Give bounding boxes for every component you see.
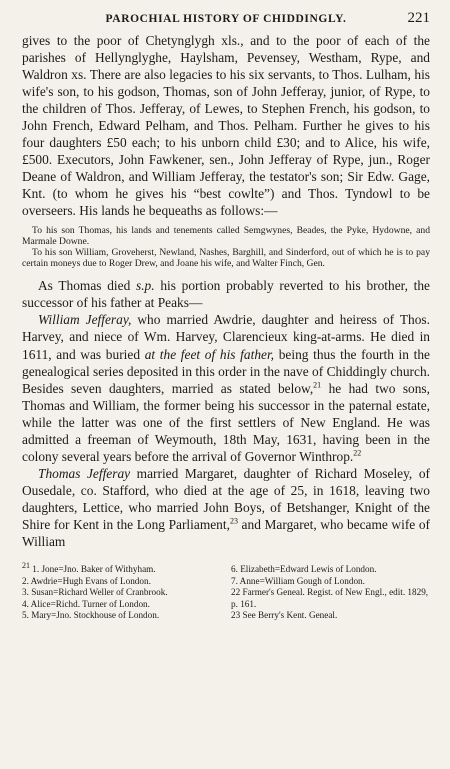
page-header [22, 10, 430, 32]
footnote-line: 4. Alice=Richd. Turner of London. [22, 598, 150, 609]
footnote-line: 7. Anne=William Gough of London. [231, 575, 365, 586]
footnote-ref: 21 [313, 380, 322, 390]
bequest-thomas: To his son Thomas, his lands and tenements called Semgwynes, Beades, the Pyke, Hydowne, and Marmale Downe. [22, 224, 430, 247]
footnote-column-right [231, 564, 430, 622]
paragraph-will-legacies: gives to the poor of Chetynglygh xls., and to the poor of each of the parishes of Hellynglyghe, Haylsham, Pevensey, Westham, Rype, and Waldron xs. There are also legacies to his six servants, to Thos. Lulham, his wife's son, to his godson, Thomas, son of John Jefferay, junior, of Rype, to the children of Thos. Jefferay, of Lewes, to Stephen French, his godson, to John French, Edward Pelham, and Thos. Pelham. Further he gives to his four daughters £50 each; to his unborn child £30; and to Alice, his wife, £500. Executors, John Fawkener, sen., John Jefferay of Rype, jun., Roger Deane of Waldron, and William Jefferay, the testator's son; Sir Edw. Gage, Knt. (to whom he gives his “best cowlte”) and Thos. Tyndowl to be overseers. His lands he bequeaths as follows:— [22, 33, 430, 219]
paragraph-william-jefferay: William Jefferay, who married Awdrie, daughter and heiress of Thos. Harvey, and niece of Wm. Harvey, Clarencieux king-at-arms. He died in 1611, and was buried at the feet of his father, being thus the fourth in the genealogical series deposited in this order in the nave of Chiddingly church. Besides seven daughters, married as stated below,$^{21}$ he had two sons, Thomas and William, the former being his successor in the paternal estate, while the latter was one of the first settlers of New England. He was admitted a freeman of Weymouth, 18th May, 1631, having been in the colony several years before the arrival of Governor Winthrop.$^{22}$ [22, 312, 431, 464]
footnote-line: 23 See Berry's Kent. Geneal. [231, 610, 338, 621]
main-text [22, 32, 430, 550]
footnote-line: $^{21}$ 1. Jone=Jno. Baker of Withyham. [22, 561, 156, 575]
person-name: Thomas Jefferay [38, 465, 131, 481]
bequest-william: To his son William, Groveherst, Newland, Nashes, Barghill, and Sinderford, out of which he is to pay certain moneys due to Roger Drew, and Joane his wife, and Walter Finch, Gen. [22, 246, 430, 270]
page-number: 221 [407, 10, 430, 26]
land-bequests [22, 225, 430, 270]
person-name: William Jefferay, [38, 312, 132, 328]
running-title: PAROCHIAL HISTORY OF CHIDDINGLY. [105, 13, 347, 25]
footnote-line: 3. Susan=Richard Weller of Cranbrook. [22, 587, 168, 598]
footnote-line: 2. Awdrie=Hugh Evans of London. [22, 575, 151, 586]
footnote-column-left [22, 561, 221, 622]
footnotes [22, 561, 430, 622]
footnote-ref: 22 [353, 448, 362, 458]
footnote-line: 5. Mary=Jno. Stockhouse of London. [22, 610, 160, 621]
footnote-line: 6. Elizabeth=Edward Lewis of London. [231, 564, 377, 575]
paragraph-thomas-portion: As Thomas died s.p. his portion probably reverted to his brother, the successor of his father at Peaks— [22, 278, 430, 311]
paragraph-thomas-jefferay: Thomas Jefferay married Margaret, daughter of Richard Moseley, of Ousedale, co. Stafford, who died at the age of 25, in 1618, leaving two daughters, Lettice, who married John Boys, of Betshanger, Knight of the Shire for Kent in the Long Parliament,$^{23}$ and Margaret, who became wife of William [22, 465, 430, 550]
footnote-line: 22 Farmer's Geneal. Regist. of New Engl., edit. 1829, p. 161. [231, 587, 429, 609]
footnote-ref: 23 [229, 516, 238, 526]
